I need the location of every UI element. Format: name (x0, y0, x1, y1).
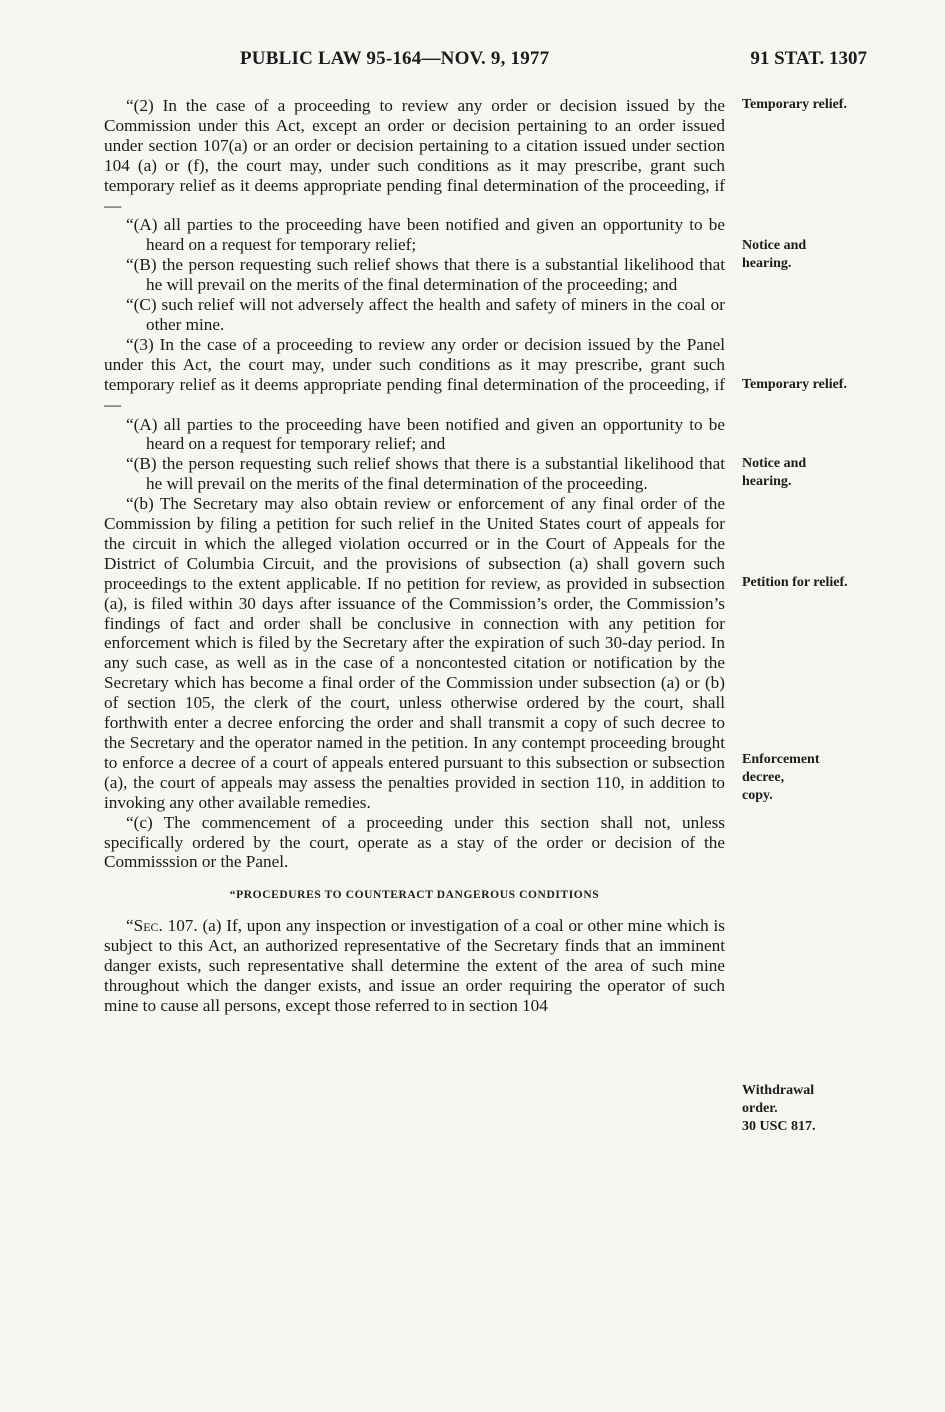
statute-page-number: 91 STAT. 1307 (750, 48, 867, 69)
note-withdrawal-b: order. (742, 1101, 778, 1116)
body-text (104, 96, 725, 1016)
paragraph-2-B: “(B) the person requesting such relief shows that there is a substantial likelihood that he will prevail on the merits of the final determination of the proceeding; and (126, 255, 725, 295)
section-label: “Sec. (126, 916, 163, 936)
note-temporary-relief-1: Temporary relief. (742, 97, 847, 112)
paragraph-2-A: “(A) all parties to the proceeding have been notified and given an opportunity to be heard on a request for temporary relief; (126, 215, 725, 255)
paragraph-2: “(2) In the case of a proceeding to review any order or decision issued by the Commission under this Act, except an order or decision pertaining to an order issued under section 107(a) or an order or decision pertaining to a citation issued under section 104 (a) or (f), the court may, under such conditions as it may prescribe, grant such temporary relief as it deems appropriate pending final determination of the proceeding, if— (104, 96, 725, 215)
note-enforcement-c: copy. (742, 788, 773, 803)
note-notice-hearing-1a: Notice and (742, 238, 807, 253)
paragraph-2-C: “(C) such relief will not adversely affect the health and safety of miners in the coal or other mine. (126, 295, 725, 334)
paragraph-3-A: “(A) all parties to the proceeding have been notified and given an opportunity to be heard on a request for temporary relief; and (126, 414, 725, 454)
note-notice-hearing-2b: hearing. (742, 474, 792, 489)
subsection-b: “(b) The Secretary may also obtain review or enforcement of any final order of the Commission by filing a petition for such relief in the United States court of appeals for the circuit in which the alleged violation occurred or in the Court of Appeals for the District of Columbia Circuit, and the provisions of subsection (a) shall govern such proceedings to the extent applicable. If no petition for review, as provided in subsection (a), is filed within 30 days after issuance of the Commission’s order, the Commission’s findings of fact and order shall be conclusive in connection with any petition for enforcement which is filed by the Secretary after the expiration of such 30-day period. In any such case, as well as in the case of a noncontested citation or notification by the Secretary which has become a final order of the Commission under subsection (a) or (b) of section 105, the clerk of the court, unless otherwise ordered by the court, shall forthwith enter a decree enforcing the order and shall transmit a copy of such decree to the Secretary and the operator named in the petition. In any contempt proceeding brought to enforce a decree of a court of appeals entered pursuant to this subsection or subsection (a), the court of appeals may assess the penalties provided in section 110, in addition to invoking any other available remedies. (104, 494, 725, 812)
page-header (0, 48, 945, 74)
note-notice-hearing-2a: Notice and (742, 456, 807, 471)
note-withdrawal-a: Withdrawal (742, 1083, 815, 1098)
note-usc-citation: 30 USC 817. (742, 1119, 816, 1134)
section-107-a (104, 916, 725, 1016)
section-107-text: 107. (a) If, upon any inspection or investigation of a coal or other mine which is subject to this Act, an authorized representative of the Secretary finds that an imminent danger exists, such representative shall determine the extent of the area of such mine throughout which the danger exists, and issue an order requiring the operator of such mine to cause all persons, except those referred to in section 104 (104, 916, 725, 1015)
note-temporary-relief-2: Temporary relief. (742, 377, 847, 392)
note-enforcement-b: decree, (742, 770, 785, 785)
note-petition-for-relief: Petition for relief. (742, 575, 848, 590)
paragraph-3: “(3) In the case of a proceeding to review any order or decision issued by the Panel under this Act, the court may, under such conditions as it may prescribe, grant such temporary relief as it deems appropriate pending final determination of the proceeding, if— (104, 334, 725, 414)
subsection-c: “(c) The commencement of a proceeding under this section shall not, unless specifically ordered by the court, operate as a stay of the order or decision of the Commisssion or the Panel. (104, 812, 725, 872)
law-title: PUBLIC LAW 95-164—NOV. 9, 1977 (240, 48, 550, 69)
note-enforcement-a: Enforcement (742, 752, 820, 767)
section-heading: “PROCEDURES TO COUNTERACT DANGEROUS CONDITIONS (229, 889, 600, 902)
paragraph-3-B: “(B) the person requesting such relief shows that there is a substantial likelihood that he will prevail on the merits of the final determination of the proceeding. (126, 454, 725, 494)
note-notice-hearing-1b: hearing. (742, 256, 792, 271)
